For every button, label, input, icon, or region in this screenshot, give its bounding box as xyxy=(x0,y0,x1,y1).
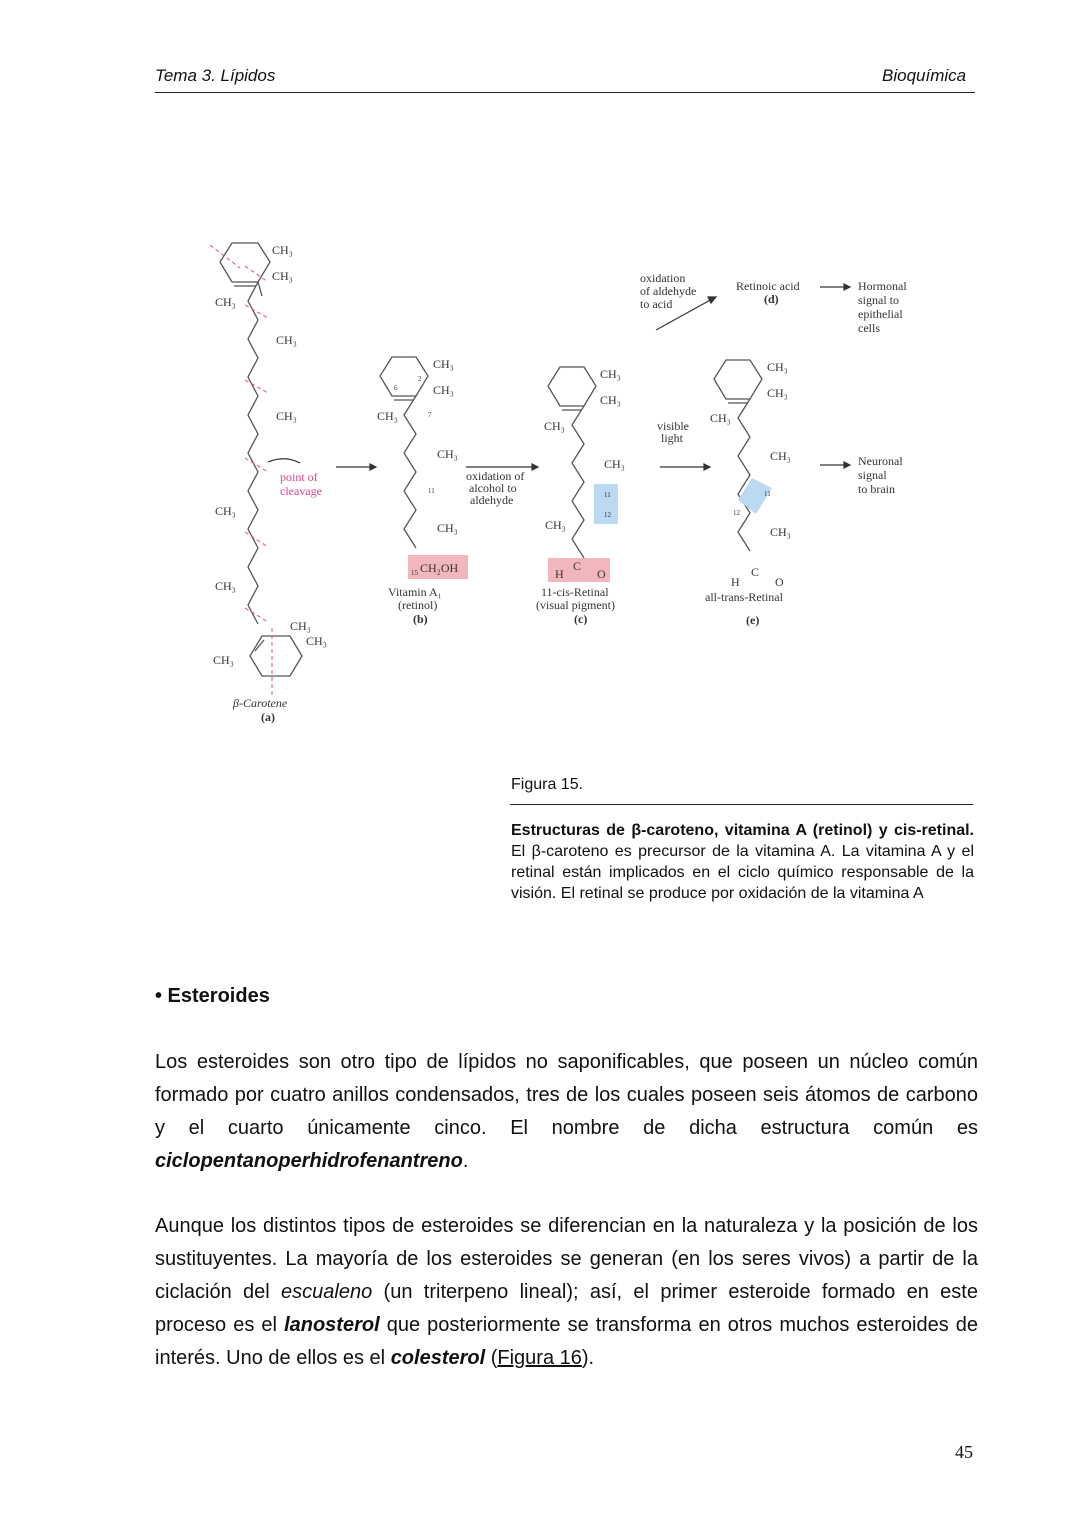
svg-text:H: H xyxy=(731,575,740,589)
svg-text:CH₃: CH₃ xyxy=(600,367,621,381)
svg-text:alcohol to: alcohol to xyxy=(469,481,517,495)
svg-text:12: 12 xyxy=(604,511,611,519)
ch3-label: CH₃ xyxy=(433,383,454,397)
header-chapter: Tema 3. Lípidos xyxy=(155,66,276,85)
svg-text:CH₃: CH₃ xyxy=(710,411,731,425)
section-heading: • Esteroides xyxy=(155,985,270,1007)
ch3-label: CH₃ xyxy=(215,295,236,309)
term-escualeno: escualeno xyxy=(281,1281,373,1303)
ch3-label: CH₃ xyxy=(272,269,293,283)
svg-text:O: O xyxy=(597,567,606,581)
paragraph-1: Los esteroides son otro tipo de lípidos no saponificables, que poseen un núcleo común formado por cuatro anillos condensados, tres de los cuales poseen seis átomos de carbono y el cuarto únicamente cinco. El nombre de dicha estructura común es ciclopentanoperhidrofenantreno. xyxy=(155,1051,978,1172)
svg-text:signal to: signal to xyxy=(858,293,899,307)
svg-text:CH₃: CH₃ xyxy=(770,525,791,539)
caption-text: El β-caroteno es precursor de la vitamina A. La vitamina A y el retinal están implicados en el ciclo químico responsable de la visión. El retinal se produce por oxidación de la vitamina A xyxy=(511,843,974,902)
header-subject: Bioquímica xyxy=(882,66,967,85)
carotene-chain xyxy=(248,282,258,624)
svg-text:H: H xyxy=(555,567,564,581)
svg-text:O: O xyxy=(775,575,784,589)
ch3-label: CH₃ xyxy=(290,619,311,633)
trans-retinal-chain xyxy=(738,399,750,551)
svg-text:2: 2 xyxy=(418,375,422,383)
svg-text:light: light xyxy=(661,431,684,445)
svg-text:to brain: to brain xyxy=(858,482,895,496)
svg-text:(c): (c) xyxy=(574,612,588,626)
svg-text:11: 11 xyxy=(764,490,771,498)
caption-bold: Estructuras de β-caroteno, vitamina A (retinol) y cis-retinal. xyxy=(511,822,974,839)
cleavage-label: cleavage xyxy=(280,484,322,498)
ch3-label: CH₃ xyxy=(276,409,297,423)
svg-text:11: 11 xyxy=(428,487,435,495)
svg-text:15: 15 xyxy=(411,569,418,577)
svg-text:oxidation of: oxidation of xyxy=(466,469,525,483)
term-colesterol: colesterol xyxy=(390,1347,486,1369)
figure-caption-title: Figura 15. xyxy=(511,776,584,793)
molecule-bonds xyxy=(220,243,762,676)
svg-text:Neuronal: Neuronal xyxy=(858,454,903,468)
svg-text:CH₃: CH₃ xyxy=(545,518,566,532)
ch3-label: CH₃ xyxy=(437,521,458,535)
term-lanosterol: lanosterol xyxy=(284,1314,380,1336)
svg-text:cells: cells xyxy=(858,321,880,335)
figure-16-link[interactable]: Figura 16 xyxy=(497,1347,582,1369)
retinol-name: Vitamin A₁ xyxy=(388,585,442,599)
carotene-name: β-Carotene xyxy=(233,696,288,710)
retinoic-acid-name: Retinoic acid xyxy=(736,279,800,293)
trans-retinal-ring xyxy=(714,360,762,399)
caption-rule xyxy=(510,804,973,805)
retinol-chain xyxy=(404,396,416,548)
svg-text:to acid: to acid xyxy=(640,297,673,311)
svg-text:signal: signal xyxy=(858,468,887,482)
svg-text:(b): (b) xyxy=(413,612,428,626)
reaction-arrows xyxy=(268,284,850,470)
svg-text:visible: visible xyxy=(657,419,689,433)
cis-retinal-ring xyxy=(548,367,596,406)
header-rule xyxy=(155,92,975,93)
cis-retinal-chain xyxy=(572,406,584,558)
svg-text:C: C xyxy=(573,559,582,573)
svg-text:(e): (e) xyxy=(746,613,760,627)
svg-text:6: 6 xyxy=(394,384,398,392)
svg-text:oxidation: oxidation xyxy=(640,271,686,285)
svg-text:11: 11 xyxy=(604,491,611,499)
figure-caption xyxy=(511,820,974,904)
paragraph-2: Aunque los distintos tipos de esteroides se diferencian en la naturaleza y la posición de los sustituyentes. La mayoría de los esteroides se generan (en los seres vivos) a partir de la ciclación del escualeno (un triterpeno lineal); así, el primer esteroide formado en este proceso es el lanosterol que posteriormente se transforma en otros muchos esteroides de interés. Uno de ellos es el colesterol (Figura 16). xyxy=(155,1215,979,1369)
svg-text:(visual pigment): (visual pigment) xyxy=(536,598,615,612)
ch3-label: CH₃ xyxy=(213,653,234,667)
ch3-label: CH₃ xyxy=(433,357,454,371)
ch3-label: CH₃ xyxy=(306,634,327,648)
ch2oh-label: CH₂OH xyxy=(420,561,459,575)
polyene-chains xyxy=(248,282,750,624)
term-ciclopentanoperhidrofenantreno: ciclopentanoperhidrofenantreno xyxy=(155,1150,463,1172)
figure-15-diagram xyxy=(195,230,935,730)
svg-text:C: C xyxy=(751,565,760,579)
svg-text:CH₃: CH₃ xyxy=(604,457,625,471)
svg-text:CH₃: CH₃ xyxy=(767,386,788,400)
ch3-label: CH₃ xyxy=(272,243,293,257)
svg-text:7: 7 xyxy=(428,411,432,419)
svg-text:of aldehyde: of aldehyde xyxy=(640,284,697,298)
ch3-label: CH₃ xyxy=(276,333,297,347)
ch3-label: CH₃ xyxy=(215,504,236,518)
ch3-label: CH₃ xyxy=(215,579,236,593)
svg-text:aldehyde: aldehyde xyxy=(470,493,514,507)
page-number: 45 xyxy=(955,1442,973,1462)
ch3-label: CH₃ xyxy=(437,447,458,461)
cleavage-marks xyxy=(210,245,272,695)
ch3-label: CH₃ xyxy=(377,409,398,423)
cis-retinal-name: 11-cis-Retinal xyxy=(541,585,609,599)
svg-text:CH₃: CH₃ xyxy=(767,360,788,374)
carotene-ring-bottom xyxy=(250,636,302,676)
svg-text:CH₃: CH₃ xyxy=(544,419,565,433)
svg-text:epithelial: epithelial xyxy=(858,307,903,321)
svg-text:(retinol): (retinol) xyxy=(398,598,438,612)
svg-text:Hormonal: Hormonal xyxy=(858,279,907,293)
carotene-letter: (a) xyxy=(261,710,275,724)
svg-text:CH₃: CH₃ xyxy=(600,393,621,407)
svg-text:(d): (d) xyxy=(764,292,779,306)
carotene-ring-top xyxy=(220,243,270,282)
cleavage-label: point of xyxy=(280,470,318,484)
trans-retinal-name: all-trans-Retinal xyxy=(705,590,783,604)
svg-text:12: 12 xyxy=(733,509,740,517)
svg-text:CH₃: CH₃ xyxy=(770,449,791,463)
